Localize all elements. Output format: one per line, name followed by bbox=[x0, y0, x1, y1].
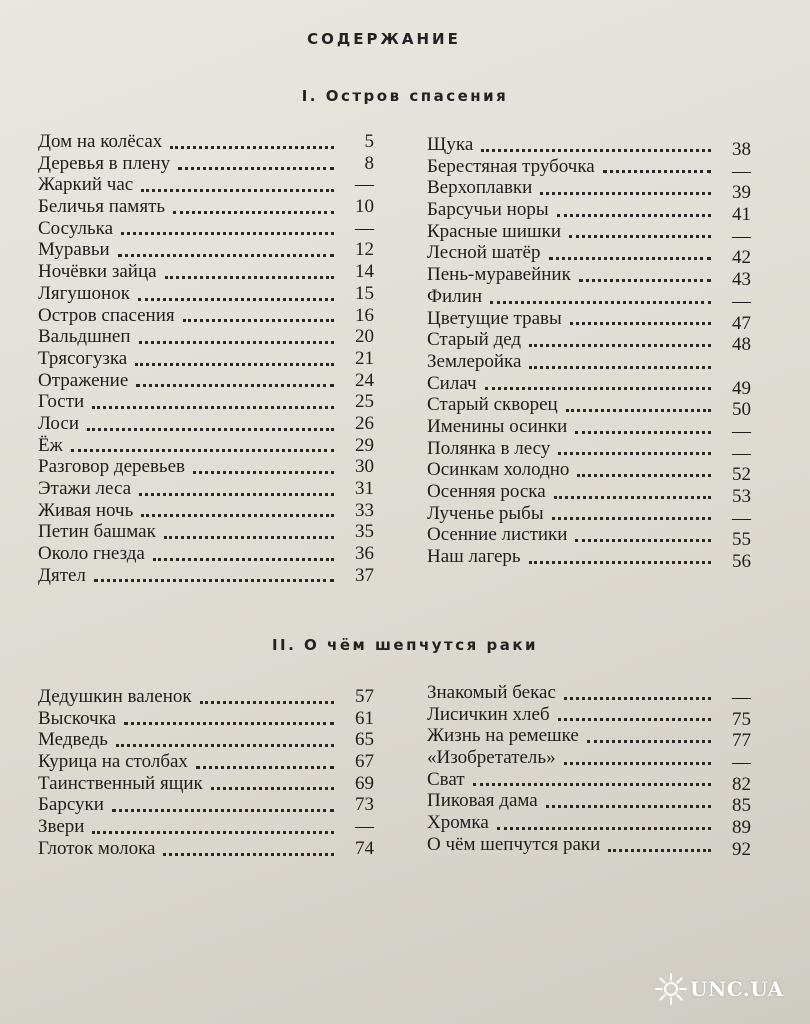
dot-leader bbox=[139, 341, 334, 344]
toc-entry-page: — bbox=[355, 174, 374, 196]
toc-entry-page: — bbox=[732, 160, 751, 182]
toc-entry-title: Сват bbox=[427, 768, 465, 790]
toc-entry bbox=[38, 391, 374, 413]
toc-entry bbox=[38, 838, 374, 860]
toc-entry-title: Лученье рыбы bbox=[427, 502, 544, 524]
dot-leader bbox=[529, 561, 711, 564]
page-title: СОДЕРЖАНИЕ bbox=[307, 30, 461, 48]
toc-entry bbox=[38, 456, 374, 478]
toc-entry-page: 24 bbox=[355, 369, 374, 391]
toc-entry bbox=[427, 459, 751, 486]
toc-entry-title: Лесной шатёр bbox=[427, 242, 541, 264]
dot-leader bbox=[540, 192, 711, 195]
section-heading-2: II. О чём шепчутся раки bbox=[271, 636, 539, 654]
dot-leader bbox=[587, 740, 711, 743]
toc-entry bbox=[427, 329, 751, 356]
toc-entry-page: 37 bbox=[355, 564, 374, 586]
toc-entry bbox=[427, 415, 751, 442]
toc-entry-page: — bbox=[732, 752, 751, 774]
dot-leader bbox=[211, 787, 334, 790]
toc-entry-title: Цветущие травы bbox=[427, 307, 562, 329]
toc-entry bbox=[427, 155, 751, 182]
toc-entry bbox=[38, 729, 374, 751]
toc-entry bbox=[38, 543, 374, 565]
toc-entry-page: 20 bbox=[355, 326, 374, 348]
dot-leader bbox=[124, 722, 334, 725]
toc-entry-page: 47 bbox=[732, 312, 751, 334]
toc-entry bbox=[427, 747, 751, 774]
toc-entry-page: 57 bbox=[355, 686, 374, 707]
toc-entry-page: 42 bbox=[732, 247, 751, 269]
toc-entry-page: 65 bbox=[355, 729, 374, 751]
toc-entry bbox=[38, 435, 374, 457]
toc-entry bbox=[38, 478, 374, 500]
toc-entry-title: Курица на столбах bbox=[38, 751, 188, 773]
dot-leader bbox=[529, 366, 711, 369]
toc-entry-page: 30 bbox=[355, 456, 374, 478]
toc-entry-title: Наш лагерь bbox=[427, 546, 521, 568]
dot-leader bbox=[163, 853, 334, 856]
toc-entry-page: 55 bbox=[732, 529, 751, 551]
toc-entry bbox=[427, 242, 751, 269]
toc-entry bbox=[427, 524, 751, 551]
toc-entry-page: 48 bbox=[732, 334, 751, 356]
toc-entry bbox=[38, 686, 374, 708]
toc-entry-title: Именины осинки bbox=[427, 415, 568, 437]
toc-entry bbox=[38, 305, 374, 327]
toc-entry-title: Остров спасения bbox=[38, 304, 175, 326]
toc-entry bbox=[38, 370, 374, 392]
dot-leader bbox=[94, 579, 334, 582]
toc-entry-title: Филин bbox=[427, 285, 482, 307]
dot-leader bbox=[575, 539, 711, 542]
section-2-right-list bbox=[427, 682, 751, 860]
dot-leader bbox=[557, 214, 711, 217]
dot-leader bbox=[549, 257, 711, 260]
toc-entry-title: Трясогузка bbox=[38, 347, 128, 369]
toc-entry bbox=[427, 546, 751, 573]
toc-entry-page: — bbox=[732, 225, 751, 247]
toc-entry-page: 61 bbox=[355, 707, 374, 729]
toc-entry-page: 67 bbox=[355, 751, 374, 773]
toc-entry bbox=[427, 307, 751, 334]
toc-entry-page: — bbox=[732, 420, 751, 442]
dot-leader bbox=[71, 449, 334, 452]
toc-entry-title: Силач bbox=[427, 372, 477, 394]
sun-burst-icon bbox=[654, 972, 688, 1006]
toc-entry bbox=[38, 413, 374, 435]
toc-entry bbox=[38, 174, 374, 196]
toc-entry-title: Жизнь на ремешке bbox=[427, 725, 579, 747]
toc-entry bbox=[427, 812, 751, 839]
dot-leader bbox=[153, 558, 334, 561]
toc-entry-title: Беличья память bbox=[38, 196, 166, 218]
dot-leader bbox=[552, 517, 711, 520]
toc-entry-title: Старый скворец bbox=[427, 394, 558, 416]
toc-entry-page: 31 bbox=[355, 478, 374, 499]
dot-leader bbox=[183, 319, 334, 322]
toc-entry-page: 36 bbox=[355, 543, 374, 565]
toc-entry-page: 69 bbox=[355, 772, 374, 794]
toc-entry bbox=[38, 565, 374, 587]
toc-entry-title: Дедушкин валенок bbox=[38, 686, 192, 707]
dot-leader bbox=[141, 514, 334, 517]
dot-leader bbox=[485, 387, 711, 390]
toc-entry-title: Разговор деревьев bbox=[38, 456, 185, 478]
toc-entry-page: 35 bbox=[355, 521, 374, 543]
dot-leader bbox=[577, 474, 711, 477]
dot-leader bbox=[566, 409, 711, 412]
toc-entry bbox=[427, 220, 751, 247]
dot-leader bbox=[603, 170, 711, 173]
toc-entry bbox=[38, 794, 374, 816]
toc-entry-page: 21 bbox=[355, 347, 374, 369]
toc-entry-title: Этажи леса bbox=[38, 478, 132, 499]
toc-entry-page: 5 bbox=[364, 131, 374, 152]
dot-leader bbox=[497, 827, 711, 830]
dot-leader bbox=[178, 167, 334, 170]
toc-entry-title: Барсучьи норы bbox=[427, 199, 549, 221]
dot-leader bbox=[558, 718, 711, 721]
dot-leader bbox=[481, 149, 711, 152]
dot-leader bbox=[546, 805, 711, 808]
toc-entry bbox=[38, 326, 374, 348]
dot-leader bbox=[138, 298, 334, 301]
toc-entry-title: Ёж bbox=[38, 434, 63, 456]
toc-entry-title: Хромка bbox=[427, 812, 489, 834]
toc-entry bbox=[427, 833, 751, 860]
toc-entry-title: Берестяная трубочка bbox=[427, 155, 595, 177]
toc-entry bbox=[427, 394, 751, 421]
dot-leader bbox=[92, 406, 334, 409]
toc-entry bbox=[427, 502, 751, 529]
toc-entry-page: 38 bbox=[732, 139, 751, 160]
toc-entry-page: 39 bbox=[732, 182, 751, 204]
toc-entry-page: 92 bbox=[732, 838, 751, 860]
toc-entry-title: Таинственный ящик bbox=[38, 772, 203, 794]
toc-entry-title: Старый дед bbox=[427, 329, 522, 351]
toc-entry bbox=[38, 500, 374, 522]
toc-entry-title: Дятел bbox=[38, 564, 86, 586]
toc-entry-title: Полянка в лесу bbox=[427, 437, 551, 459]
toc-entry-title: Красные шишки bbox=[427, 220, 561, 242]
toc-entry-title: Петин башмак bbox=[38, 521, 156, 543]
watermark-text: UNC.UA bbox=[690, 977, 784, 1001]
dot-leader bbox=[569, 235, 711, 238]
toc-entry-page: 50 bbox=[732, 399, 751, 421]
toc-entry-page: — bbox=[355, 217, 374, 239]
toc-entry-title: Деревья в плену bbox=[38, 152, 171, 174]
toc-entry-page: 10 bbox=[355, 196, 374, 218]
toc-entry-title: Живая ночь bbox=[38, 499, 134, 521]
toc-entry-page: 8 bbox=[364, 152, 374, 174]
toc-entry-page: — bbox=[732, 290, 751, 312]
dot-leader bbox=[173, 211, 334, 214]
toc-entry-page: 26 bbox=[355, 412, 374, 434]
toc-entry bbox=[38, 521, 374, 543]
toc-entry-page: 82 bbox=[732, 773, 751, 795]
toc-entry-title: Ночёвки зайца bbox=[38, 261, 157, 283]
dot-leader bbox=[112, 809, 334, 812]
toc-entry bbox=[38, 348, 374, 370]
toc-entry bbox=[38, 261, 374, 283]
toc-entry bbox=[38, 239, 374, 261]
dot-leader bbox=[121, 232, 334, 235]
toc-entry bbox=[38, 708, 374, 730]
toc-entry-title: Глоток молока bbox=[38, 837, 156, 859]
toc-entry-page: 85 bbox=[732, 795, 751, 817]
toc-entry-title: Лоси bbox=[38, 412, 79, 434]
toc-entry-page: 89 bbox=[732, 817, 751, 839]
toc-entry-title: Щука bbox=[427, 134, 474, 155]
toc-entry bbox=[427, 481, 751, 507]
toc-entry bbox=[427, 725, 751, 752]
toc-entry-page: 12 bbox=[355, 239, 374, 261]
toc-entry-page: 29 bbox=[355, 434, 374, 456]
toc-entry-title: О чём шепчутся раки bbox=[427, 833, 601, 855]
dot-leader bbox=[92, 831, 334, 834]
toc-entry bbox=[38, 153, 374, 175]
toc-entry bbox=[427, 177, 751, 204]
dot-leader bbox=[554, 496, 711, 499]
toc-entry-title: Осинкам холодно bbox=[427, 459, 570, 481]
dot-leader bbox=[141, 189, 334, 192]
toc-entry-title: Сосулька bbox=[38, 217, 114, 239]
dot-leader bbox=[87, 428, 334, 431]
toc-entry bbox=[38, 283, 374, 305]
dot-leader bbox=[608, 849, 711, 852]
toc-entry bbox=[38, 196, 374, 218]
section-heading-1: I. Остров спасения bbox=[301, 87, 509, 105]
dot-leader bbox=[473, 783, 711, 786]
toc-entry-title: Пиковая дама bbox=[427, 790, 538, 812]
toc-entry bbox=[38, 131, 374, 153]
dot-leader bbox=[193, 471, 334, 474]
toc-entry-title: Осенняя роска bbox=[427, 481, 546, 502]
toc-entry-title: Пень-муравейник bbox=[427, 264, 571, 286]
toc-entry-title: Лисичкин хлеб bbox=[427, 703, 550, 725]
toc-entry-page: — bbox=[732, 442, 751, 464]
toc-entry bbox=[427, 264, 751, 291]
toc-entry bbox=[427, 682, 751, 708]
toc-entry bbox=[427, 199, 751, 226]
toc-entry bbox=[427, 790, 751, 817]
toc-entry-page: 15 bbox=[355, 282, 374, 304]
toc-entry-title: Жаркий час bbox=[38, 174, 134, 196]
section-1-right-list bbox=[427, 134, 751, 573]
toc-entry-title: Дом на колёсах bbox=[38, 131, 163, 152]
toc-entry-title: Верхоплавки bbox=[427, 177, 533, 199]
dot-leader bbox=[139, 493, 334, 496]
toc-entry-page: 41 bbox=[732, 204, 751, 226]
toc-entry-title: «Изобретатель» bbox=[427, 747, 556, 769]
section-1-left-list bbox=[38, 131, 374, 586]
toc-entry bbox=[427, 351, 751, 373]
toc-entry-page: — bbox=[732, 507, 751, 529]
toc-entry-page: 73 bbox=[355, 794, 374, 816]
toc-entry bbox=[38, 773, 374, 795]
toc-entry-title: Выскочка bbox=[38, 707, 117, 729]
toc-entry bbox=[427, 134, 751, 160]
toc-entry bbox=[427, 703, 751, 730]
toc-entry-title: Муравьи bbox=[38, 239, 110, 261]
toc-entry bbox=[38, 751, 374, 773]
dot-leader bbox=[564, 697, 711, 700]
toc-entry-page: — bbox=[732, 687, 751, 708]
toc-entry-title: Землеройка bbox=[427, 350, 522, 372]
dot-leader bbox=[579, 279, 711, 282]
toc-entry-page: 77 bbox=[732, 730, 751, 752]
toc-entry-page: 49 bbox=[732, 377, 751, 399]
toc-entry bbox=[38, 816, 374, 838]
toc-entry-page: 33 bbox=[355, 499, 374, 521]
toc-entry bbox=[427, 285, 751, 312]
toc-entry-page: 25 bbox=[355, 391, 374, 413]
toc-entry-title: Медведь bbox=[38, 729, 108, 751]
toc-entry-title: Отражение bbox=[38, 369, 129, 391]
toc-entry-title: Лягушонок bbox=[38, 282, 130, 304]
toc-entry-title: Вальдшнеп bbox=[38, 326, 131, 348]
dot-leader bbox=[564, 762, 711, 765]
dot-leader bbox=[118, 254, 334, 257]
toc-entry-page: 56 bbox=[732, 551, 751, 573]
dot-leader bbox=[575, 431, 711, 434]
dot-leader bbox=[170, 146, 334, 149]
dot-leader bbox=[529, 344, 711, 347]
dot-leader bbox=[135, 363, 334, 366]
dot-leader bbox=[558, 452, 711, 455]
toc-entry-page: 14 bbox=[355, 261, 374, 283]
toc-entry-page: — bbox=[355, 816, 374, 838]
toc-entry-title: Знакомый бекас bbox=[427, 682, 556, 703]
toc-entry bbox=[38, 218, 374, 240]
toc-entry bbox=[427, 372, 751, 399]
watermark-logo bbox=[654, 964, 784, 1014]
section-2-left-list bbox=[38, 686, 374, 860]
toc-entry-page: 52 bbox=[732, 464, 751, 486]
toc-entry bbox=[427, 768, 751, 795]
toc-entry-page: 74 bbox=[355, 837, 374, 859]
toc-entry bbox=[427, 437, 751, 464]
toc-entry-title: Барсуки bbox=[38, 794, 104, 816]
toc-entry-page: 75 bbox=[732, 708, 751, 730]
dot-leader bbox=[196, 766, 334, 769]
dot-leader bbox=[570, 322, 711, 325]
toc-entry-title: Около гнезда bbox=[38, 543, 145, 565]
toc-entry-title: Гости bbox=[38, 391, 85, 413]
toc-entry-page: 53 bbox=[732, 486, 751, 507]
dot-leader bbox=[200, 701, 334, 704]
toc-entry-page: 43 bbox=[732, 269, 751, 291]
toc-entry-page: 16 bbox=[355, 304, 374, 326]
dot-leader bbox=[165, 276, 334, 279]
dot-leader bbox=[116, 744, 334, 747]
dot-leader bbox=[136, 384, 334, 387]
toc-entry-title: Звери bbox=[38, 816, 85, 838]
toc-entry-title: Осенние листики bbox=[427, 524, 568, 546]
dot-leader bbox=[164, 536, 334, 539]
dot-leader bbox=[490, 301, 711, 304]
